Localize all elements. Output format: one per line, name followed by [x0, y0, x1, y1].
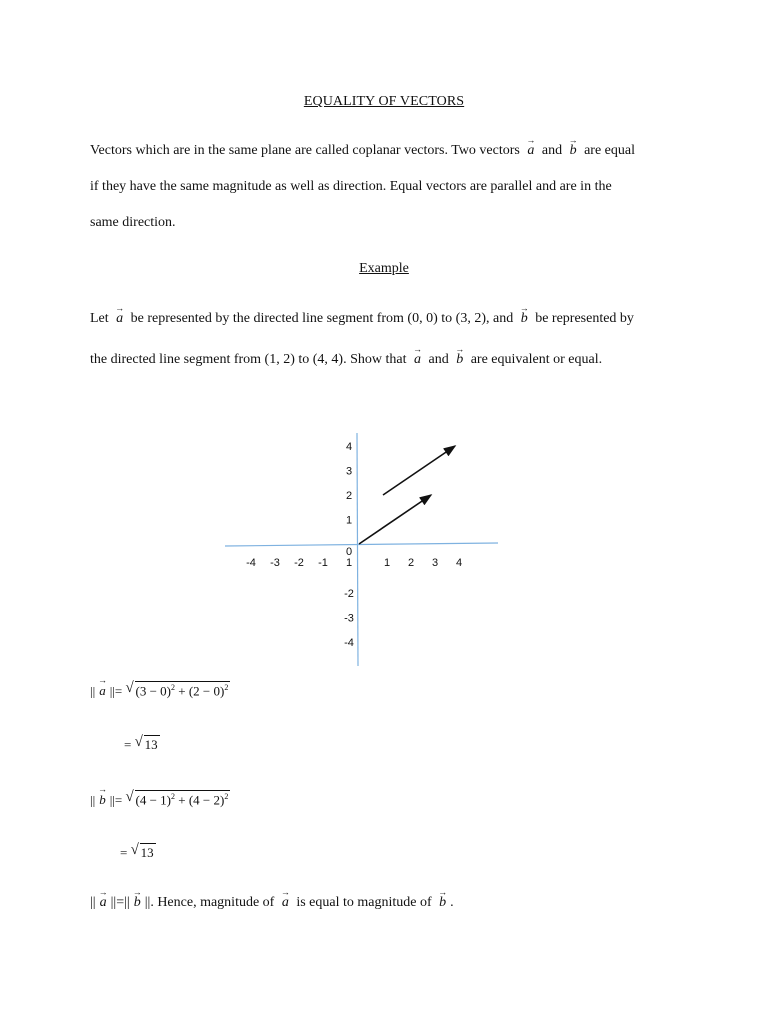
y-tick-label: 3: [345, 465, 353, 478]
norm-bars: ||=: [109, 792, 123, 808]
x-tick-label: -4: [246, 557, 256, 569]
vector-graph: [220, 430, 510, 670]
x-tick-label: -2: [294, 557, 304, 569]
vector-b-symbol: → b: [133, 896, 142, 910]
equals: =: [124, 737, 135, 752]
vector-a-symbol: → a: [526, 144, 535, 158]
vector-graph-svg: [220, 430, 510, 670]
vector-b-symbol: → b: [98, 793, 107, 806]
exponent: 2: [171, 683, 176, 692]
intro-line-3: same direction.: [90, 215, 176, 230]
x-tick-label: 4: [455, 557, 463, 569]
y-tick-label: 4: [345, 441, 353, 453]
vector-a-symbol: → a: [413, 353, 422, 367]
sqrt-expression: [126, 681, 231, 699]
norm-a-equation: [90, 681, 230, 699]
y-tick-label: 1: [345, 514, 353, 527]
x-axis: [225, 543, 498, 546]
example-text: Let: [90, 311, 109, 326]
vector-b-arrow: [383, 446, 455, 495]
x-tick-label: 1: [383, 557, 391, 569]
example-text: be represented by the directed line segment from (0, 0) to (3, 2), and: [130, 311, 514, 326]
example-line-1: [90, 311, 634, 327]
example-line-2: [90, 352, 602, 368]
vector-b-symbol: → b: [520, 312, 529, 326]
term: (3 − 0): [135, 683, 172, 699]
intro-line-1: [90, 143, 635, 159]
norm-bars: ||: [90, 792, 96, 808]
y-tick-label: -3: [344, 612, 354, 625]
intro-text: are equal: [584, 143, 635, 158]
norm-b-result: [120, 843, 156, 861]
term: + (2 − 0): [175, 683, 225, 699]
sqrt-expression: [126, 790, 231, 808]
example-and: and: [428, 352, 449, 367]
example-text: are equivalent or equal.: [470, 352, 603, 367]
x-tick-label: -1: [318, 557, 328, 569]
term: + (4 − 2): [175, 792, 225, 808]
equals: =: [120, 845, 131, 860]
intro-and: and: [541, 143, 563, 158]
example-text: be represented by: [535, 311, 634, 326]
vector-b-symbol: → b: [455, 353, 464, 367]
vector-b-symbol: → b: [569, 144, 578, 158]
intro-text: Vectors which are in the same plane are called coplanar vectors. Two vectors: [90, 143, 520, 158]
y-tick-label: 2: [345, 490, 353, 502]
vector-a-symbol: → a: [98, 684, 107, 697]
norm-b-equation: [90, 790, 230, 808]
norm-bars: ||: [90, 895, 96, 910]
vector-a-symbol: → a: [281, 896, 290, 910]
conclusion-line: [90, 895, 454, 911]
example-text: the directed line segment from (1, 2) to (4, 4). Show that: [90, 352, 407, 367]
conclusion-text: ||. Hence, magnitude of: [144, 895, 275, 910]
vector-a-symbol: → a: [99, 896, 108, 910]
x-tick-label: -3: [270, 557, 280, 569]
norm-bars: ||=||: [110, 895, 130, 910]
intro-line-2: if they have the same magnitude as well as direction. Equal vectors are parallel and are in the: [90, 179, 612, 194]
conclusion-text: is equal to magnitude of: [296, 895, 432, 910]
norm-a-result: [124, 735, 160, 753]
y-axis: [357, 433, 358, 666]
y-tick-label: 1: [345, 557, 353, 569]
y-tick-label: -2: [344, 588, 354, 600]
exponent: 2: [224, 792, 229, 801]
x-tick-label: 3: [431, 557, 439, 569]
conclusion-end: .: [450, 895, 454, 910]
norm-bars: ||=: [109, 683, 123, 699]
y-tick-label: -4: [344, 637, 354, 649]
x-tick-label: 2: [407, 557, 415, 569]
sqrt-13: √ 13: [135, 735, 160, 753]
vector-a-symbol: → a: [115, 312, 124, 326]
page-title: EQUALITY OF VECTORS: [303, 94, 465, 109]
vector-b-symbol: → b: [438, 896, 447, 910]
vector-a-arrow: [359, 495, 431, 544]
exponent: 2: [224, 683, 229, 692]
exponent: 2: [171, 792, 176, 801]
example-heading: Example: [359, 261, 409, 276]
norm-bars: ||: [90, 683, 96, 699]
term: (4 − 1): [135, 792, 172, 808]
sqrt-13: √ 13: [131, 843, 156, 861]
y-tick-label: 0: [345, 546, 353, 558]
